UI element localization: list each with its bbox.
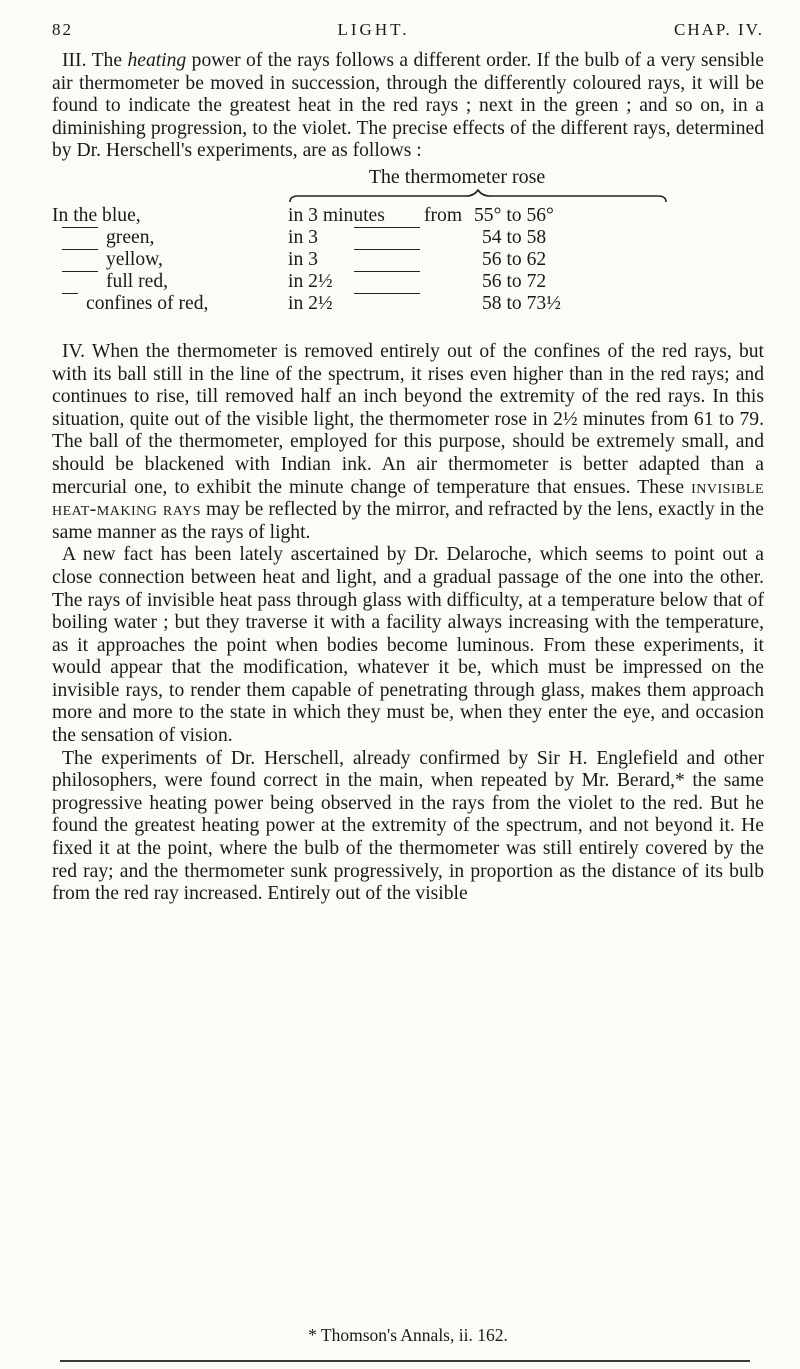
- row-range: 56 to 62: [482, 248, 547, 270]
- row-range: 54 to 58: [482, 226, 547, 248]
- running-title: LIGHT.: [337, 20, 410, 39]
- row-color: green,: [106, 226, 155, 248]
- row-color: full red,: [106, 270, 169, 292]
- ditto-dash: [62, 227, 98, 228]
- paragraph-delaroche: A new fact has been lately ascertained by Dr. Delaroche, which seems to point out a close connection between heat and light, and a gradual passage of the one into the other. The rays of invisible heat pass through glass with difficulty, at a temperature below that of boiling water ; but they traverse it with a facility always increasing with the temperature, as it approaches the point when bodies become luminous. From these experiments, it would appear that the modification, whatever it be, which must be impressed on the invisible rays, to render them capable of penetrating through glass, makes them approach more and more to the state in which they must be, when they enter the eye, and occasion the sensation of vision.: [52, 544, 764, 747]
- paragraph-iii: III. The heating power of the rays follows a different order. If the bulb of a very sensible air thermometer be moved in succession, through the differently coloured rays, it will be found to indicate the greatest heat in the red rays ; next in the green ; and so on, in a diminishing progression, to the violet. The precise effects of the different rays, determined by Dr. Herschell's experiments, are as follows :: [52, 50, 764, 162]
- table-caption: The thermometer rose: [368, 165, 546, 188]
- brace-icon: [288, 189, 668, 203]
- thermometer-table: [52, 165, 764, 335]
- table-row: [52, 205, 764, 227]
- row-range: 55° to 56°: [474, 204, 554, 226]
- table-row: [52, 293, 764, 315]
- page-number: 82: [52, 20, 73, 39]
- row-time: in 3: [288, 248, 318, 270]
- row-color: yellow,: [106, 248, 163, 270]
- running-head: [52, 10, 764, 50]
- ditto-dash: [62, 249, 98, 250]
- ditto-dash: [354, 293, 420, 294]
- row-color: In the blue,: [52, 204, 141, 226]
- table-row: [52, 249, 764, 271]
- chapter-label: CHAP. IV.: [674, 20, 764, 39]
- paragraph-number: III.: [62, 50, 87, 71]
- ditto-dash: [354, 271, 420, 272]
- paragraph-iv: IV. When the thermometer is removed entirely out of the confines of the red rays, but with its ball still in the line of the spectrum, it rises even higher than in the red rays; and continues to rise, till removed half an inch beyond the extremity of the red rays. In this situation, quite out of the visible light, the thermometer rose in 2½ minutes from 61 to 79. The ball of the thermometer, employed for this purpose, should be extremely small, and should be blackened with Indian ink. An air thermometer is better adapted than a mercurial one, to exhibit the minute change of temperature that ensues. These invisible heat-making rays may be reflected by the mirror, and refracted by the lens, exactly in the same manner as the rays of light.: [52, 340, 764, 543]
- page-edge-rule: [60, 1360, 750, 1362]
- row-time: in 2½: [288, 270, 333, 292]
- row-color: confines of red,: [86, 292, 209, 314]
- small-caps-term: invisible heat-making rays: [52, 476, 764, 521]
- row-range: 56 to 72: [482, 270, 547, 292]
- ditto-dash: [62, 271, 98, 272]
- emphasis-heating: heating: [127, 50, 187, 71]
- paragraph-number: IV.: [62, 340, 86, 362]
- row-time: in 3: [288, 226, 318, 248]
- ditto-dash: [354, 227, 420, 228]
- row-time: in 3 minutes: [288, 204, 385, 226]
- book-page: [52, 10, 764, 906]
- row-range: 58 to 73½: [482, 292, 561, 314]
- table-row: [52, 271, 764, 293]
- ditto-dash: [62, 293, 78, 294]
- table-row: [52, 227, 764, 249]
- footnote: * Thomson's Annals, ii. 162.: [308, 1325, 508, 1345]
- row-time: in 2½: [288, 292, 333, 314]
- ditto-dash: [354, 249, 420, 250]
- row-from: from: [424, 204, 463, 226]
- paragraph-berard: The experiments of Dr. Herschell, already confirmed by Sir H. Englefield and other philosophers, were found correct in the main, when repeated by Mr. Berard,* the same progressive heating power being observed in the rays from the violet to the red. But he found the greatest heating power at the extremity of the spectrum, and not beyond it. He fixed it at the point, where the bulb of the thermometer was still entirely covered by the red ray; and the thermometer sunk progressively, in proportion as the distance of its bulb from the red ray increased. Entirely out of the visible: [52, 747, 764, 905]
